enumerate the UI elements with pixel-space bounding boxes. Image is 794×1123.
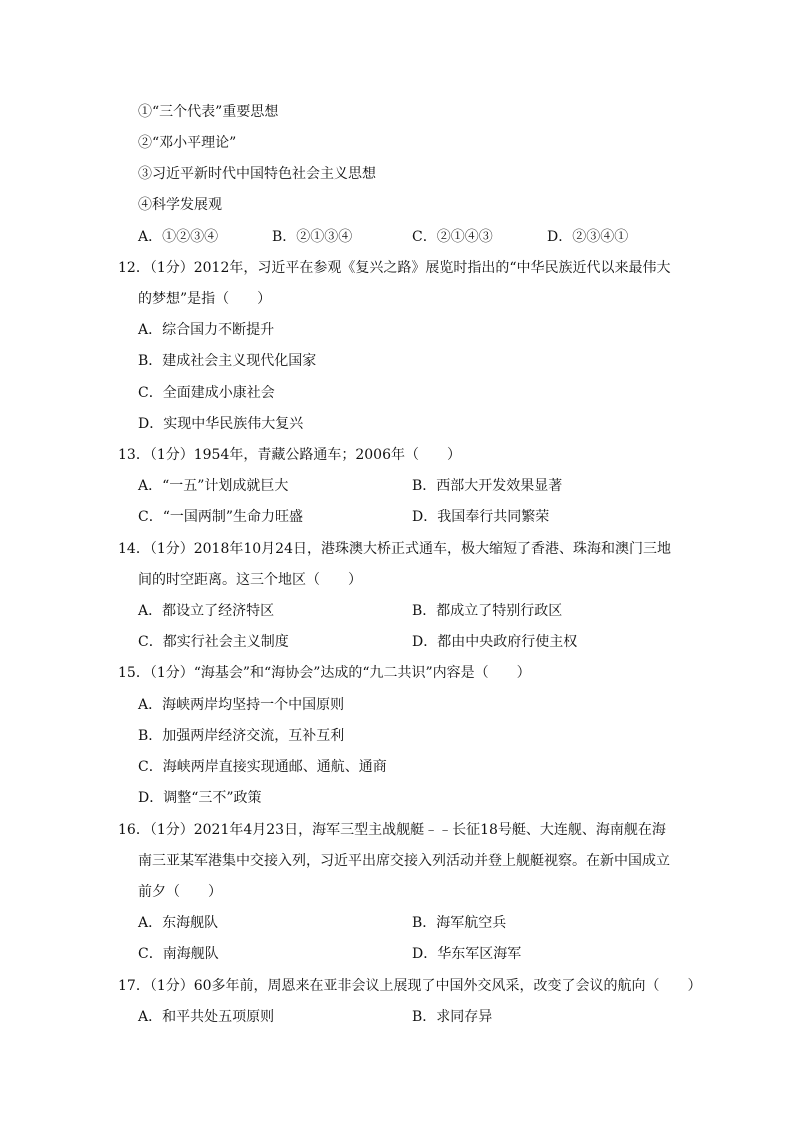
q13-stem: 13．（1分）1954年，青藏公路通车；2006年（ ） [118, 447, 461, 463]
q15-option-c: C．海峡两岸直接实现通邮、通航、通商 [138, 759, 387, 775]
q11-option-d: D．②③④① [547, 229, 629, 245]
q11-option-b: B．②①③④ [272, 229, 353, 245]
q16-option-a: A．东海舰队 [138, 915, 219, 931]
q16-option-c: C．南海舰队 [138, 946, 219, 962]
q11-item-4: ④科学发展观 [138, 197, 222, 213]
q12-option-b: B．建成社会主义现代化国家 [138, 353, 317, 369]
q14-option-b: B．都成立了特别行政区 [412, 603, 563, 619]
q17-option-b: B．求同存异 [412, 1009, 493, 1025]
q11-item-2: ②“邓小平理论” [138, 135, 237, 151]
q14-option-d: D．都由中央政府行使主权 [412, 634, 578, 650]
q17-stem: 17．（1分）60多年前，周恩来在亚非会议上展现了中国外交风采，改变了会议的航向（ ） [118, 978, 702, 994]
q11-item-3: ③习近平新时代中国特色社会主义思想 [138, 166, 376, 182]
q14-option-c: C．都实行社会主义制度 [138, 634, 289, 650]
q13-option-b: B．西部大开发效果显著 [412, 478, 563, 494]
q11-option-c: C．②①④③ [412, 229, 493, 245]
q15-option-b: B．加强两岸经济交流，互补互利 [138, 728, 345, 744]
q14-option-a: A．都设立了经济特区 [138, 603, 275, 619]
q13-option-c: C．“一国两制”生命力旺盛 [138, 509, 304, 525]
q14-stem-line2: 间的时空距离。这三个地区（ ） [138, 572, 362, 588]
q12-stem-line1: 12．（1分）2012年，习近平在参观《复兴之路》展览时指出的“中华民族近代以来最伟大 [118, 260, 671, 276]
q13-option-a: A．“一五”计划成就巨大 [138, 478, 289, 494]
q12-option-d: D．实现中华民族伟大复兴 [138, 416, 304, 432]
q15-option-d: D．调整“三不”政策 [138, 790, 262, 806]
q15-stem: 15．（1分）“海基会”和“海协会”达成的“九二共识”内容是（ ） [118, 665, 531, 681]
q16-stem-line1: 16．（1分）2021年4月23日，海军三型主战舰艇﹣﹣长征18号艇、大连舰、海南舰在海 [118, 822, 666, 838]
q12-option-a: A．综合国力不断提升 [138, 322, 275, 338]
q12-option-c: C．全面建成小康社会 [138, 385, 275, 401]
q17-option-a: A．和平共处五项原则 [138, 1009, 275, 1025]
q14-stem-line1: 14．（1分）2018年10月24日，港珠澳大桥正式通车，极大缩短了香港、珠海和澳门三地 [118, 541, 671, 557]
q16-stem-line2: 南三亚某军港集中交接入列，习近平出席交接入列活动并登上舰艇视察。在新中国成立 [138, 853, 670, 869]
q16-option-d: D．华东军区海军 [412, 946, 522, 962]
q12-stem-line2: 的梦想”是指（ ） [138, 291, 272, 307]
q11-item-1: ①“三个代表”重要思想 [138, 104, 279, 120]
q13-option-d: D．我国奉行共同繁荣 [412, 509, 550, 525]
q16-option-b: B．海军航空兵 [412, 915, 507, 931]
q16-stem-line3: 前夕（ ） [138, 884, 222, 900]
q15-option-a: A．海峡两岸均坚持一个中国原则 [138, 697, 345, 713]
q11-option-a: A．①②③④ [138, 229, 219, 245]
